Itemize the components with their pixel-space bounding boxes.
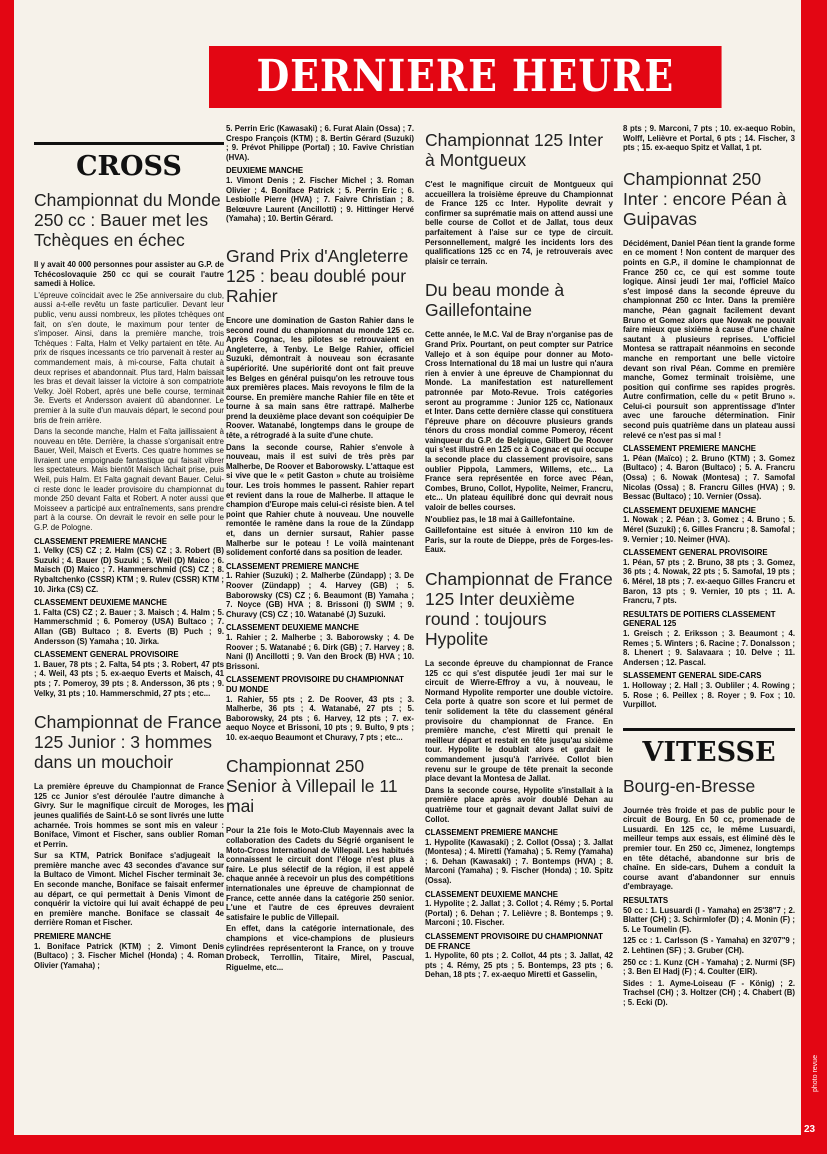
article-headline: Championnat 250 Senior à Villepail le 11 mai bbox=[226, 756, 398, 817]
results-list: 1. Rahier (Suzuki) ; 2. Malherbe (Zündapp) ; 3. De Roover (Zündapp) ; 4. Harvey (GB) ; 5. Baborowsky (CS) CZ ; 6. Beaumont (B) Yamaha ; 7. Noyce (GB) HVA ; 8. Brissoni (I) SWM ; 9. Churavy (CS) CZ ; 10. Watanabé (J) Suzuki. bbox=[226, 571, 414, 619]
results-list: 1. Hypolite ; 2. Jallat ; 3. Collot ; 4. Rémy ; 5. Portal (Portal) ; 6. Dehan ; 7. Lelièvre ; 8. Bontemps ; 9. Marconi ; 10. Fischer. bbox=[425, 899, 613, 928]
results-heading: CLASSEMENT PREMIERE MANCHE bbox=[623, 444, 756, 454]
article-headline: Championnat 250 Inter : encore Péan à Guipavas bbox=[623, 168, 787, 229]
results-heading: CLASSEMENT DEUXIEME MANCHE bbox=[623, 505, 756, 515]
results-list: 1. Péan (Maïco) ; 2. Bruno (KTM) ; 3. Gomez (Bultaco) ; 4. Baron (Bultaco) ; 5. A. Francru (Ossa) ; 6. Nowak (Montesa) ; 7. Samofal Nicolas (Ossa) ; 8. Francru Gilles (HVA) ; 9. Bessac (Bultaco) ; 10. Vernier (Ossa). bbox=[623, 453, 795, 502]
results-list: 250 cc : 1. Kunz (CH - Yamaha) ; 2. Nurmi (SF) ; 3. Ben El Hadj (F) ; 4. Coulter (EIR). bbox=[623, 957, 795, 977]
article-lead: Pour la 21e fois le Moto-Club Mayennais avec la collaboration des Cadets du Ségrié organisent le Moto-Cross International de Villepail. Les habitués connaissent le circuit dont l'éloge n'est plus à faire. Le plus sélectif de la région, il est appelé chaque année à recevoir un plus des compétitions internationales une épreuve de championnat de France, cette année dans la catégorie 250 senior. L'une et l'autre de ces épreuves devraient satisfaire le public de Villepail. bbox=[226, 826, 414, 922]
article-lead: Il y avait 40 000 personnes pour assister au G.P. de Tchécoslovaquie 250 cc qui se courait l'autre samedi à Holice. bbox=[34, 260, 224, 289]
results-list: 1. Rahier ; 2. Malherbe ; 3. Baborowsky ; 4. De Roover ; 5. Watanabé ; 6. Dirk (GB) ; 7. Harvey ; 8. Nani (I) Ancillotti ; 9. Van den Brock (B) HVA ; 10. Brissoni. bbox=[226, 632, 414, 671]
article-lead: La seconde épreuve du championnat de France 125 cc qui s'est disputée jeudi 1er mai sur le circuit de Wierre-Effroy a vu, à nouveau, le Normand Hypolite remporter une double victoire. Cela porte à quatre son score et lui permet de tenir solidement la tête du classement général provisoire du championnat de France. En première manche, c'est Miretti qui prenait le meilleur départ et restait en tête jusqu'au sixième tour. Hypolite le doublait alors et gardait le commandement jusqu'à l'arrivée. Collot bien revenu sur le groupe de tête prenait la seconde place devant la Montesa de Jallat. bbox=[425, 659, 613, 784]
results-heading: CLASSEMENT PROVISOIRE DU CHAMPIONNAT DE FRANCE bbox=[425, 932, 603, 951]
results-heading: SLASSEMENT GENERAL SIDE-CARS bbox=[623, 671, 762, 681]
article-lead: Cette année, le M.C. Val de Bray n'organise pas de Grand Prix. Pourtant, on peut compter sur Patrice Vallejo et à son équipe pour donner au Moto-Cross International du 18 mai un lustre qui n'aura rien à envier à une épreuve de Championnat du Monde. La manifestation est naturellement patronnée par Moto-Revue. Trois catégories seront au programme : Junior 125 cc, Nationaux et Inter. Dans cette dernière classe qui constituera l'épreuve phare on découvre plusieurs grands ténors du cross mondial comme Pomeroy, récent vainqueur du G.P. de Belgique, Gilbert De Roover qui s'est illustré en 125 cc à Cognac et qui occupe la seconde place du classement provisoire, sans oublier Pippola, Lammers, Willems, etc... La France sera représentée en force avec Péan, Combes, Bruno, Collot, Hypolite, Neimer, Francru, etc... Un plateau équilibré donc qui devrait nous valoir de belles courses. bbox=[425, 330, 613, 513]
article-paragraph: En effet, dans la catégorie internationale, des champions et vice-champions de plusieurs cylindrées représenteront la France, on y trouve Drobeck, Terrollin, Titaire, Mirel, Pascual, Riguelme, etc... bbox=[226, 924, 414, 972]
results-list: 1. Vimont Denis ; 2. Fischer Michel ; 3. Roman Olivier ; 4. Boniface Patrick ; 5. Perrin Eric ; 6. Lesbiolle Pierre (HVA) ; 7. Faivre Christian ; 8. Belœuvre Laurent (Ancillotti) ; 9. Hittinger Hervé (Yamaha) ; 10. Bertin Gérard. bbox=[226, 175, 414, 224]
results-list: 1. Velky (CS) CZ ; 2. Halm (CS) CZ ; 3. Robert (B) Suzuki ; 4. Bauer (D) Suzuki ; 5. Weil (D) Maico ; 6. Maisch (D) Maico ; 7. Hammerschmid (CS) CZ ; 8. Rybaltchenko (CSSR) KTM ; 9. Rulev (CSSR) KTM ; 10. Jirka (CS) CZ. bbox=[34, 546, 224, 594]
results-heading: PREMIERE MANCHE bbox=[34, 932, 112, 942]
results-list: 50 cc : 1. Lusuardi (I - Yamaha) en 25'38"7 ; 2. Blatter (CH) ; 3. Schirmlofer (D) ; 4. Monin (F) ; 5. Le Toumelin (F). bbox=[623, 905, 795, 934]
results-heading: CLASSEMENT GENERAL PROVISOIRE bbox=[34, 650, 179, 660]
results-list: 1. Boniface Patrick (KTM) ; 2. Vimont Denis (Bultaco) ; 3. Fischer Michel (Honda) ; 4. Roman Olivier (Yamaha) ; bbox=[34, 941, 224, 970]
photo-credit: photo revue bbox=[812, 1055, 819, 1092]
results-list: 1. Péan, 57 pts ; 2. Bruno, 38 pts ; 3. Gomez, 36 pts ; 4. Nowak, 22 pts ; 5. Samofal, 19 pts ; 6. Mérel, 18 pts ; 7. ex-aequo Gilles Francru et Baron, 13 pts ; 9. Vernier, 10 pts ; 11. A. Francru, 7 pts. bbox=[623, 557, 795, 606]
article-lead: Journée très froide et pas de public pour le circuit de Bourg. En 50 cc, promenade de Lusuardi. En 125 cc, le même Lusuardi, meilleur temps aux essais, est éliminé dès le premier tour. En 250 cc, Jimenez, longtemps en tête détaché, abandonne sur bris de chaîne. En side-cars, Duhem a conduit la course avant d'abandonner sur ennuis d'embrayage. bbox=[623, 805, 795, 892]
column-1 bbox=[34, 124, 224, 1129]
results-list: 5. Perrin Eric (Kawasaki) ; 6. Furat Alain (Ossa) ; 7. Crespo François (KTM) ; 8. Bertin Gérard (Suzuki) ; 9. Prévot Philippe (Portal) ; 10. Favive Christian (HVA). bbox=[226, 124, 414, 162]
results-heading: DEUXIEME MANCHE bbox=[226, 166, 304, 176]
article-lead: Encore une domination de Gaston Rahier dans le second round du championnat du monde 125 cc. Après Cognac, les pilotes se retrouvaient en Angleterre, à Tenby. Le Belge Rahier, officiel Suzuki, démontrait à nouveau son écrasante supériorité. Une supériorité dont ont fait preuve les Belges en général puisqu'on les retrouve tous aux premières places. Mais revoyons le film de la course. En première manche Rahier file en tête et tourne à sa main sans être rattrapé. Malherbe prend la deuxième place devant son coéquipier De Roover. Watanabé, longtemps dans le groupe de tête, a rétrogradé à la suite d'une chute. bbox=[226, 315, 414, 441]
results-list: 125 cc : 1. Carlsson (S - Yamaha) en 32'07"9 ; 2. Lehtinen (SF) ; 3. Gruber (CH). bbox=[623, 936, 795, 955]
article-lead: Décidément, Daniel Péan tient la grande forme en ce moment ! Non content de marquer des points en G.P., il domine le championnat de France 250 cc, ce qui est somme toute logique. Ainsi jeudi 1er mai, l'officiel Maïco s'est imposé dans la seconde épreuve du championnat 250 cc Inter. Dans la première manche, Péan gagnait facilement devant Bruno et Gomez alors que Nowak ne pouvait faire mieux que sixième à cause d'une chaîne sautant à plusieurs reprises. L'officiel Montesa se rattrapait néanmoins en seconde manche en remportant une belle victoire devant son rival Péan. Comme en première manche, Gomez terminait troisième, une position qui confirme ses rapides progrès. Autre confirmation, celle du « petit Bruno ». Celui-ci poursuit son apprentissage d'Inter avec une farouche détermination. Finir second puis quatrième dans un plateau aussi relevé ce n'est pas si mal ! bbox=[623, 238, 795, 440]
article-headline: Championnat de France 125 Inter deuxième round : toujours Hypolite bbox=[425, 569, 613, 649]
results-heading: CLASSEMENT DEUXIEME MANCHE bbox=[425, 889, 558, 899]
article-headline: Championnat du Monde 250 cc : Bauer met les Tchèques en échec bbox=[34, 190, 221, 250]
results-list: 1. Falta (CS) CZ ; 2. Bauer ; 3. Maisch ; 4. Halm ; 5. Hammerschmid ; 6. Pomeroy (USA) Bultaco ; 7. Allan (GB) Bultaco ; 8. Everts (B) Puch ; 9. Andersson (S) Yamaha ; 10. Jirka. bbox=[34, 607, 224, 646]
results-heading: CLASSEMENT DEUXIEME MANCHE bbox=[226, 623, 359, 633]
results-list: 8 pts ; 9. Marconi, 7 pts ; 10. ex-aequo Robin, Wolff, Lelièvre et Portal, 6 pts ; 14. Fischer, 3 pts ; 15. ex-aequo Spitz et Vallat, 1 pt. bbox=[623, 124, 795, 153]
section-title-cross: CROSS bbox=[34, 142, 224, 182]
column-2 bbox=[226, 124, 414, 1129]
article-headline: Championnat 125 Inter à Montgueux bbox=[425, 130, 604, 170]
results-heading: CLASSEMENT PREMIERE MANCHE bbox=[425, 828, 558, 838]
article-lead: La première épreuve du Championnat de France 125 cc Junior s'est déroulée l'autre dimanche à Givry. Sur le magnifique circuit de Moroges, les jeunes qualifiés de Saint-Lô se sont livrés une lutte acharnée. Trois hommes se sont mis en valeur : Boniface, Vimont et Fischer, sans oublier Roman et Perrin. bbox=[34, 782, 224, 849]
results-heading: CLASSEMENT PREMIERE MANCHE bbox=[34, 536, 167, 546]
results-heading: CLASSEMENT GENERAL PROVISOIRE bbox=[623, 548, 768, 558]
article-paragraph: N'oubliez pas, le 18 mai à Gaillefontaine. bbox=[425, 514, 575, 524]
results-list: 1. Nowak ; 2. Péan ; 3. Gomez ; 4. Bruno ; 5. Mérel (Suzuki) ; 6. Gilles Francru ; 8. Samofal ; 9. Vernier ; 10. Neimer (HVA). bbox=[623, 515, 795, 544]
article-paragraph: Dans la seconde course, Rahier s'envole à nouveau, mais il est suivi de très près par Malherbe, De Roover et Baborowsky. L'attaque est si vive que le « petit Gaston » chute au troisième tour. Les trois hommes le passent. Rahier repart et revient dans la roue de Malherbe. Il attaque le champion d'Europe mais celui-ci résiste bien. A tel point que Rahier chute à nouveau. Une nouvelle remontée le ramène dans la roue de la Zündapp et, dans un dernier sursaut, Rahier passe Malherbe sur le poteau ! Le voilà maintenant solidement conforté dans sa position de leader. bbox=[226, 442, 414, 558]
page-number: 23 bbox=[804, 1124, 816, 1135]
results-list: 1. Bauer, 78 pts ; 2. Falta, 54 pts ; 3. Robert, 47 pts ; 4. Weil, 43 pts ; 5. ex-aequo Everts et Maisch, 41 pts ; 7. Pomeroy, 39 pts ; 8. Andersson, 36 pts ; 9. Velky, 31 pts ; 10. Hammerschmid, 27 pts ; etc... bbox=[34, 659, 224, 698]
results-list: 1. Rahier, 55 pts ; 2. De Roover, 43 pts ; 3. Malherbe, 36 pts ; 4. Watanabé, 27 pts ; 5. Baborowsky, 24 pts ; 6. Harvey, 12 pts ; 7. ex-aequo Noyce et Brissoni, 10 pts ; 9. Bulto, 9 pts ; 10. ex-aequo Beaumont et Churavy, 7 pts ; etc... bbox=[226, 694, 414, 742]
article-headline: Championnat de France 125 Junior : 3 hommes dans un mouchoir bbox=[34, 712, 222, 773]
results-heading: CLASSEMENT DEUXIEME MANCHE bbox=[34, 598, 167, 608]
column-4 bbox=[623, 124, 795, 1129]
column-3 bbox=[425, 124, 613, 1129]
results-heading: CLASSEMENT PREMIERE MANCHE bbox=[226, 561, 359, 571]
article-headline: Du beau monde à Gaillefontaine bbox=[425, 280, 565, 321]
banner-title: DERNIERE HEURE bbox=[209, 46, 722, 108]
results-heading: CLASSEMENT PROVISOIRE DU CHAMPIONNAT DU MONDE bbox=[226, 675, 404, 694]
section-title-vitesse: VITESSE bbox=[623, 728, 795, 768]
article-paragraph: Sur sa KTM, Patrick Boniface s'adjugeait la première manche avec 43 secondes d'avance sur la Bultaco de Vimont. Michel Fischer terminait 3e. En seconde manche, Boniface se faisait enfermer au départ, ce qui permettait à Denis Vimont de conquérir la victoire qui lui avait échappé de peu en première manche. Boniface se classait 4e derrière Roman et Fischer. bbox=[34, 851, 224, 928]
article-paragraph: L'épreuve coïncidait avec le 25e anniversaire du club, aussi a-t-elle revêtu un faste particulier. Devant leur public, venu aussi nombreux, les pilotes tchèques ont fait, on s'en doute, le maximum pour tenter de s'imposer. Ainsi, dans la première manche, trois Tchèques : Falta, Halm et Velky partaient en tête. Au prix de risques incessants ce trio parvenait à rester au commandement mais, à mi-course, Falta chutait à deux reprises et abandonnait. Plus tard, Halm baissait les bras et devait laisser la victoire à son compatriote Velky. Joël Robert, après une belle course, terminait 3e. Everts et Andersson avaient dû abandonner. Le premier à la suite d'un mauvais départ, le second pour bris de frein arrière. bbox=[34, 290, 224, 425]
article-lead: C'est le magnifique circuit de Montgueux qui accueillera la troisième épreuve du Championnat de France 125 cc Inter. Hypolite devrait y confirmer sa suprématie mais on attend aussi une belle course de Collot et de Jallat, tous deux parfaitement à l'aise sur ce type de circuit. Personnellement, malgré les incidents lors des qualifications 125 cc en 74, je retrouverais avec plaisir ce terrain. bbox=[425, 180, 613, 266]
page bbox=[14, 0, 801, 1135]
results-heading: RESULTATS bbox=[623, 896, 669, 906]
results-list: 1. Greisch ; 2. Eriksson ; 3. Beaumont ; 4. Remes ; 5. Winters ; 6. Racine ; 7. Donalsson ; 8. Lhenert ; 9. Salavaara ; 10. Delve ; 11. Andersen ; 12. Pascal. bbox=[623, 628, 795, 667]
results-list: 1. Holloway ; 2. Hall ; 3. Oubliler ; 4. Rowing ; 5. Rose ; 6. Peillex ; 8. Royer ; 9. Fox ; 10. Vurpillot. bbox=[623, 680, 795, 710]
article-paragraph: Gaillefontaine est située à environ 110 km de Paris, sur la route de Dieppe, près de Forges-les-Eaux. bbox=[425, 526, 613, 555]
results-heading: RESULTATS DE POITIERS CLASSEMENT GENERAL 125 bbox=[623, 609, 776, 629]
results-list: 1. Hypolite (Kawasaki) ; 2. Collot (Ossa) ; 3. Jallat (Montesa) ; 4. Miretti (Yamaha) ; 5. Remy (Yamaha) ; 6. Dehan (Kawasaki) ; 7. Bontemps (HVA) ; 8. Marconi (Yamaha) ; 9. Fischer (Honda) ; 10. Spitz (Ossa). bbox=[425, 837, 613, 886]
article-headline: Bourg-en-Bresse bbox=[623, 775, 756, 796]
results-list: Sides : 1. Ayme-Loiseau (F - König) ; 2. Trachsel (CH) ; 3. Holtzer (CH) ; 4. Chabert (B) ; 5. Ecki (D). bbox=[623, 978, 795, 1007]
results-list: 1. Hypolite, 60 pts ; 2. Collot, 44 pts ; 3. Jallat, 42 pts ; 4. Rémy, 25 pts ; 5. Bontemps, 23 pts ; 6. Dehan, 18 pts ; 7. ex-aequo Miretti et Gasselin, bbox=[425, 951, 613, 980]
article-paragraph: Dans la seconde course, Hypolite s'installait à la première place après avoir doublé Dehan au quatrième tour et gagnait devant Jallat suivi de Collot. bbox=[425, 785, 613, 824]
article-paragraph: Dans la seconde manche, Halm et Falta jaillissaient à nouveau en tête. Derrière, la chasse s'organisait entre Bauer, Weil, Maisch et Everts. Ces quatre hommes se livraient une empoignade fantastique qui faisait vibrer les spectateurs. Mais bientôt Maisch lâchait prise, puis Weil, puis Halm. Et Falta gagnait devant Bauer. Celui-ci reste donc le leader provisoire du championnat du monde 250 devant Falta et Robert. A noter aussi que Moisseev a participé aux entraînements, sans prendre part à la course. On devrait le revoir en selle pour le G.P. de Pologne. bbox=[34, 427, 224, 533]
article-headline: Grand Prix d'Angleterre 125 : beau doublé pour Rahier bbox=[226, 245, 409, 306]
